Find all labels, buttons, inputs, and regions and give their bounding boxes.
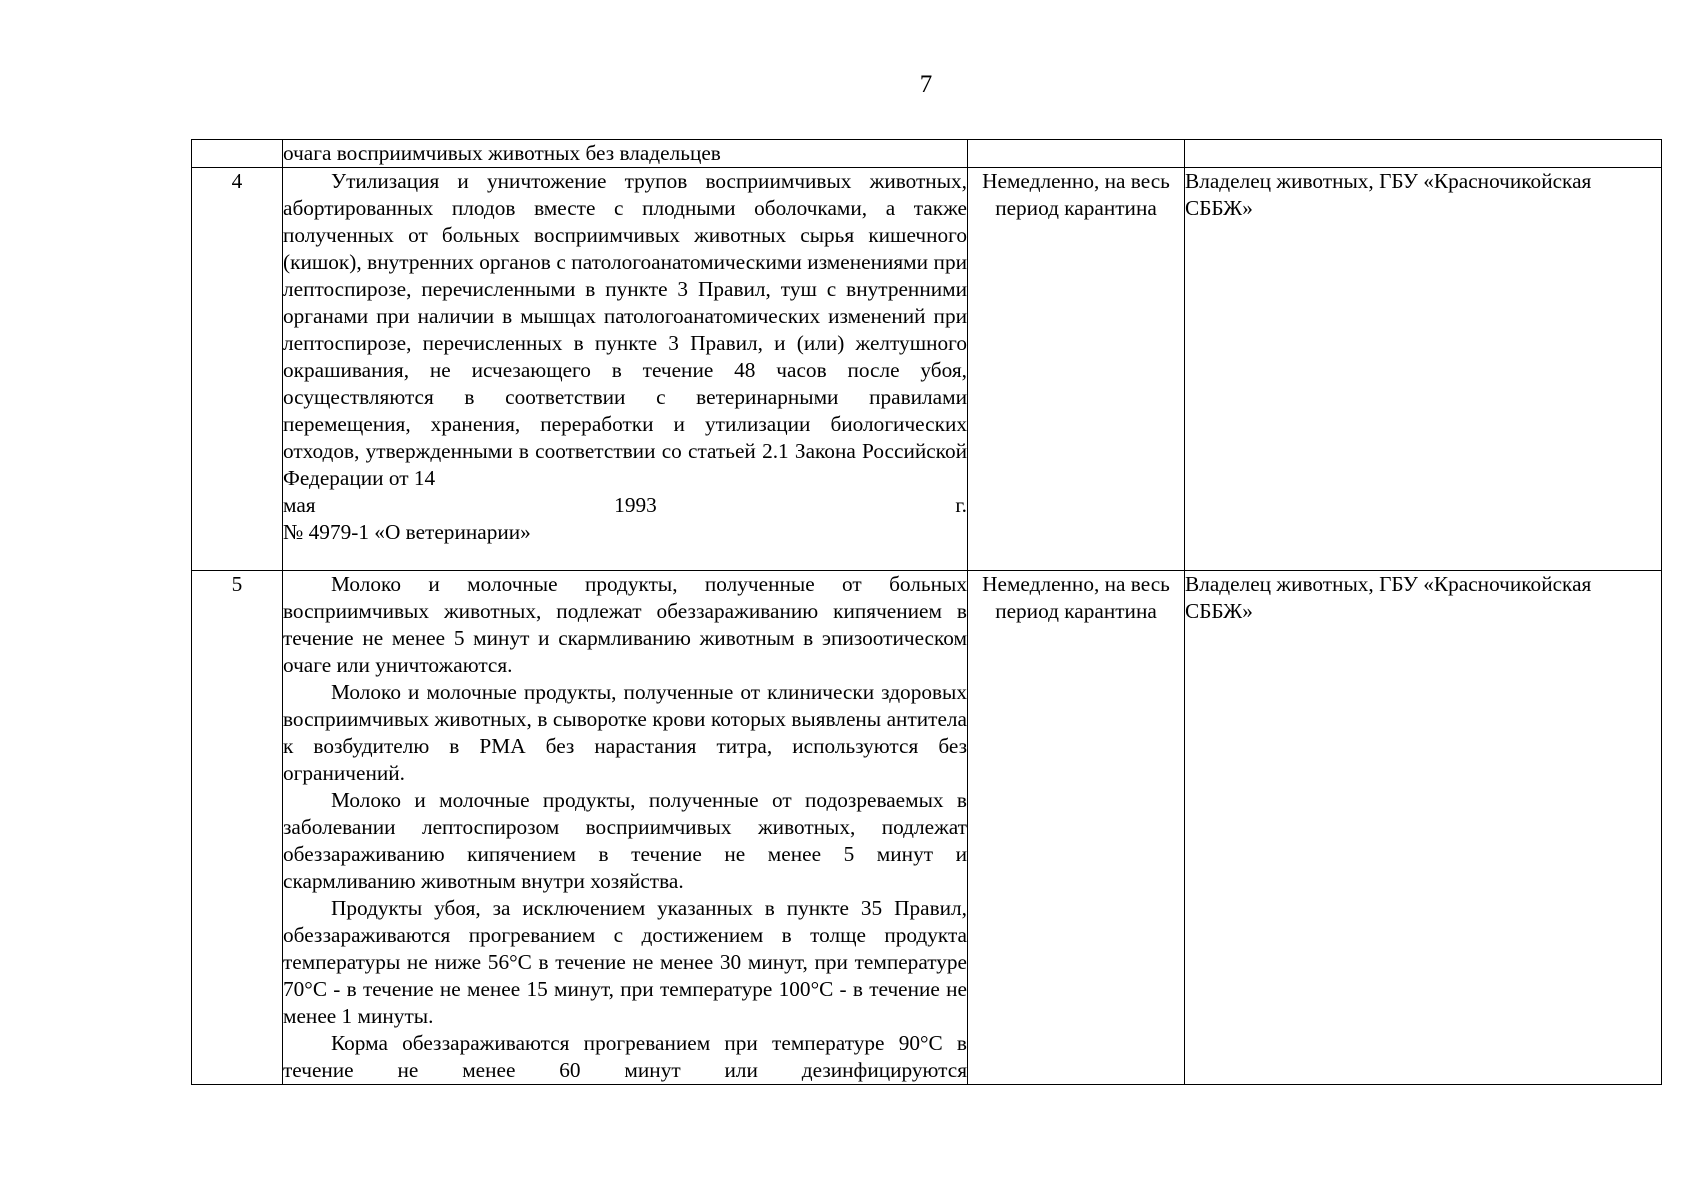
measure-text-cell	[283, 140, 968, 168]
responsible-cell: Владелец животных, ГБУ «Красночикойская СББЖ»	[1185, 168, 1662, 571]
responsible-cell	[1185, 140, 1662, 168]
measure-paragraph: Молоко и молочные продукты, полученные от подозреваемых в заболевании лептоспирозом восприимчивых животных, подлежат обеззараживанию кипячением в течение не менее 5 минут и скармливанию животным внутри хозяйства.	[283, 788, 967, 893]
table-row	[192, 571, 1662, 1085]
term-cell: Немедленно, на весь период карантина	[968, 571, 1185, 1085]
measure-paragraph: очага восприимчивых животных без владельцев	[283, 141, 721, 165]
measure-paragraph: Молоко и молочные продукты, полученные от клинически здоровых восприимчивых животных, в сыворотке крови которых выявлены антитела к возбудителю в РМА без нарастания титра, используются без ограничений.	[283, 680, 967, 785]
date-month: мая	[283, 493, 316, 517]
row-number-cell: 4	[192, 168, 283, 571]
table-row	[192, 140, 1662, 168]
date-suffix: г.	[955, 493, 968, 517]
date-year: 1993	[614, 493, 657, 517]
table-row	[192, 168, 1662, 571]
term-cell: Немедленно, на весь период карантина	[968, 168, 1185, 571]
row-number-cell: 5	[192, 571, 283, 1085]
measure-paragraph: Молоко и молочные продукты, полученные от больных восприимчивых животных, подлежат обеззараживанию кипячением в течение не менее 5 минут и скармливанию животным в эпизоотическом очаге или уничтожаются.	[283, 572, 967, 677]
page-number: 7	[919, 71, 933, 98]
measure-paragraph: Корма обеззараживаются прогреванием при температуре 90°С в течение не менее 60 минут или дезинфицируются	[283, 1031, 967, 1082]
measure-paragraph: № 4979-1 «О ветеринарии»	[283, 520, 531, 544]
term-cell	[968, 140, 1185, 168]
measures-table	[191, 139, 1662, 1085]
responsible-cell: Владелец животных, ГБУ «Красночикойская СББЖ»	[1185, 571, 1662, 1085]
measure-text-cell	[283, 571, 968, 1085]
row-number-cell	[192, 140, 283, 168]
measure-date-line	[283, 492, 967, 519]
measure-paragraph: Утилизация и уничтожение трупов восприимчивых животных, абортированных плодов вместе с плодными оболочками, а также полученных от больных восприимчивых животных сырья кишечного (кишок), внутренних органов с патологоанатомическими изменениями при лептоспирозе, перечисленными в пункте 3 Правил, туш с внутренними органами при наличии в мышцах патологоанатомических изменений при лептоспирозе, перечисленных в пункте 3 Правил, и (или) желтушного окрашивания, не исчезающего в течение 48 часов после убоя, осуществляются в соответствии с ветеринарными правилами перемещения, хранения, переработки и утилизации биологических отходов, утвержденными в соответствии со статьей 2.1 Закона Российской Федерации от 14	[283, 169, 967, 490]
measure-text-cell	[283, 168, 968, 571]
measure-paragraph: Продукты убоя, за исключением указанных в пункте 35 Правил, обеззараживаются прогреванием с достижением в толще продукта температуры не ниже 56°С в течение не менее 30 минут, при температуре 70°С - в течение не менее 15 минут, при температуре 100°С - в течение не менее 1 минуты.	[283, 896, 967, 1028]
